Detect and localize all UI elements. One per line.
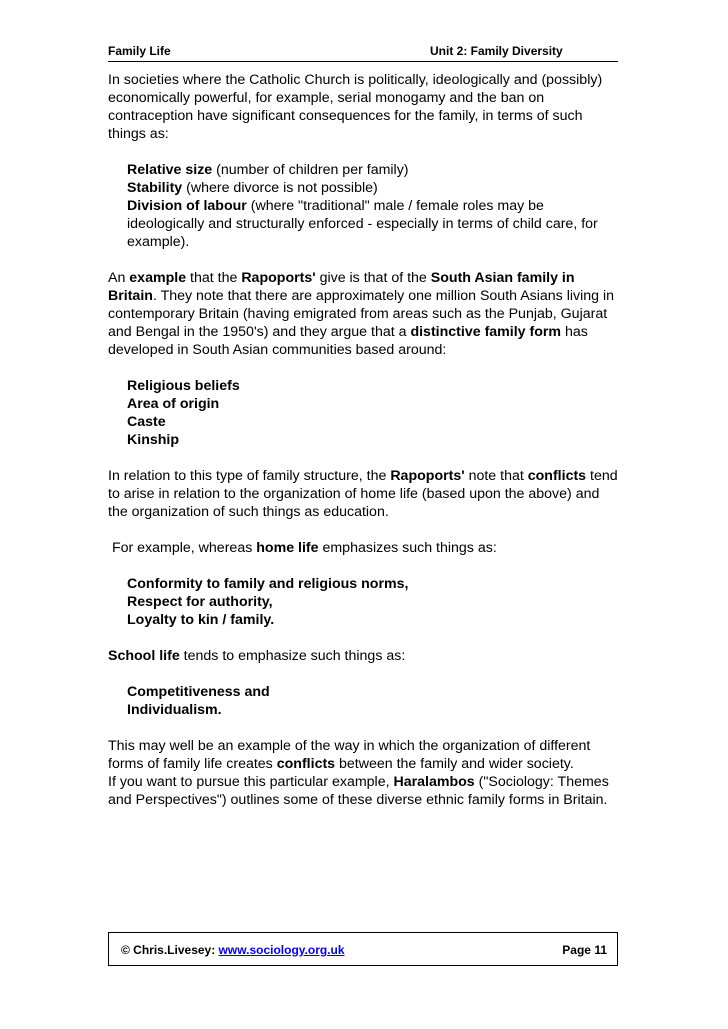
footer-credit: © Chris.Livesey: www.sociology.org.uk <box>121 943 345 957</box>
paragraph-7: If you want to pursue this particular example, Haralambos ("Sociology: Themes and Perspectives") outlines some of these diverse ethnic family forms in Britain. <box>108 774 609 808</box>
list-item: Kinship <box>127 432 180 448</box>
list-item: Loyalty to kin / family. <box>127 612 275 628</box>
page-number: Page 11 <box>562 943 607 957</box>
header-right: Unit 2: Family Diversity <box>430 44 563 58</box>
paragraph-5: School life tends to emphasize such things as: <box>108 648 406 664</box>
document-body <box>108 71 623 809</box>
paragraph-1: In societies where the Catholic Church is politically, ideologically and (possibly) economically powerful, for example, serial monogamy and the ban on contraception have significant consequences for the family, in terms of such things as: <box>108 72 603 142</box>
list-item: Individualism. <box>127 702 222 718</box>
list-home-life <box>108 575 623 629</box>
paragraph-2: An example that the Rapoports' give is that of the South Asian family in Britain. They note that there are approximately one million South Asians living in contemporary Britain (having emigrated from areas such as the Punjab, Gujarat and Bengal in the 1950's) and they argue that a distinctive family form has developed in South Asian communities based around: <box>108 270 615 358</box>
list-item: Conformity to family and religious norms, <box>127 576 409 592</box>
page-footer <box>108 932 618 966</box>
paragraph-6: This may well be an example of the way in which the organization of different forms of family life creates conflicts between the family and wider society. <box>108 738 591 772</box>
list-basis <box>108 377 623 449</box>
header-left: Family Life <box>108 44 171 58</box>
paragraph-3: In relation to this type of family structure, the Rapoports' note that conflicts tend to arise in relation to the organization of home life (based upon the above) and the organization of such things as education. <box>108 468 618 520</box>
list-item: Caste <box>127 414 166 430</box>
list-item: Respect for authority, <box>127 594 273 610</box>
paragraph-4: For example, whereas home life emphasizes such things as: <box>108 540 497 556</box>
list-item: Stability (where divorce is not possible) <box>127 180 378 196</box>
list-item: Division of labour (where "traditional" male / female roles may be ideologically and structurally enforced - especially in terms of child care, for example). <box>127 198 598 250</box>
sociology-website-link[interactable]: www.sociology.org.uk <box>218 943 345 957</box>
list-item: Religious beliefs <box>127 378 240 394</box>
list-item: Competitiveness and <box>127 684 270 700</box>
list-consequences <box>108 161 623 251</box>
page-header <box>108 44 618 62</box>
list-school-life <box>108 683 623 719</box>
list-item: Area of origin <box>127 396 220 412</box>
list-item: Relative size (number of children per family) <box>127 162 409 178</box>
